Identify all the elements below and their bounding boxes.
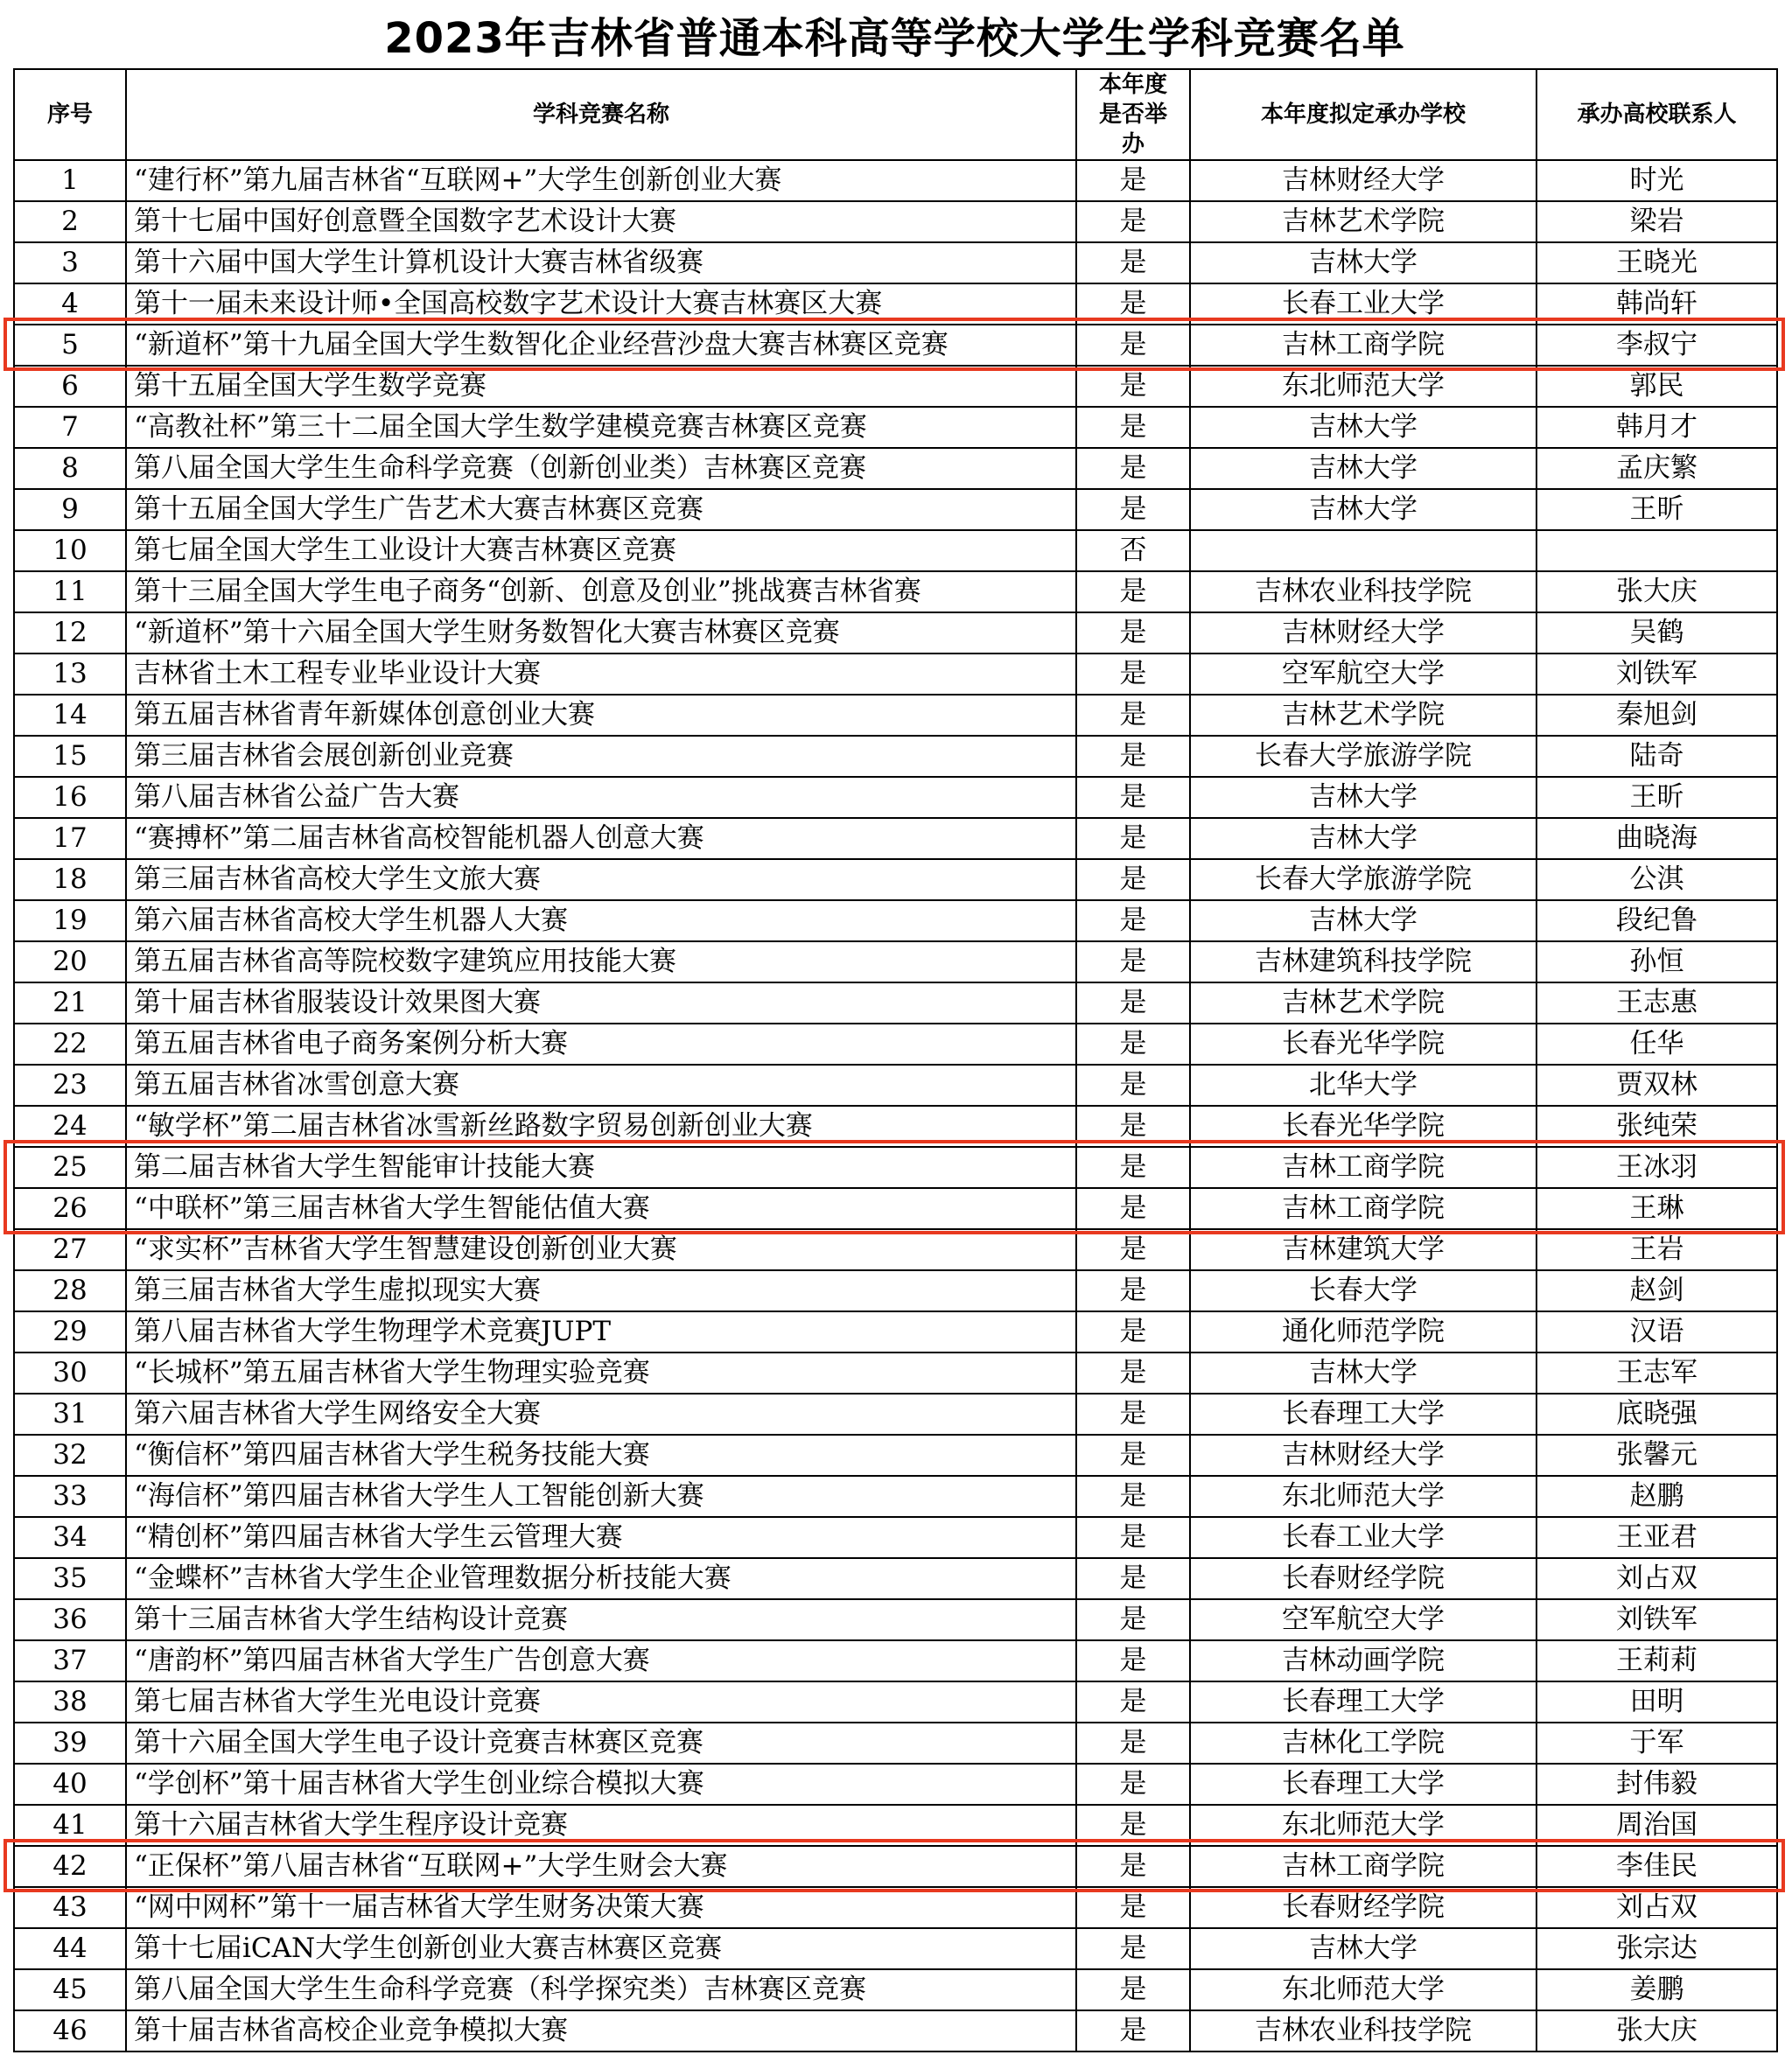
row-number: 34 xyxy=(14,1517,126,1558)
row-number: 9 xyxy=(14,489,126,530)
table-row xyxy=(14,1065,1777,1106)
row-number: 4 xyxy=(14,283,126,325)
contact-person: 张馨元 xyxy=(1536,1435,1777,1476)
contact-person: 陆奇 xyxy=(1536,736,1777,777)
held-status: 是 xyxy=(1076,1558,1190,1599)
held-status: 是 xyxy=(1076,1147,1190,1188)
held-status: 是 xyxy=(1076,1517,1190,1558)
competition-name: 第十五届全国大学生广告艺术大赛吉林赛区竞赛 xyxy=(126,489,1076,530)
row-number: 26 xyxy=(14,1188,126,1229)
held-status: 是 xyxy=(1076,1188,1190,1229)
host-school: 吉林艺术学院 xyxy=(1190,201,1536,242)
host-school: 吉林大学 xyxy=(1190,777,1536,818)
held-status: 是 xyxy=(1076,818,1190,859)
held-status: 是 xyxy=(1076,1353,1190,1394)
host-school: 吉林财经大学 xyxy=(1190,160,1536,201)
table-row xyxy=(14,1599,1777,1640)
row-number: 6 xyxy=(14,366,126,407)
competition-name: 第三届吉林省高校大学生文旅大赛 xyxy=(126,859,1076,900)
held-status: 是 xyxy=(1076,941,1190,982)
row-number: 22 xyxy=(14,1024,126,1065)
table-row xyxy=(14,1476,1777,1517)
row-number: 25 xyxy=(14,1147,126,1188)
held-status: 是 xyxy=(1076,982,1190,1024)
row-number: 42 xyxy=(14,1846,126,1887)
held-status: 是 xyxy=(1076,1024,1190,1065)
table-row xyxy=(14,654,1777,695)
header-contact: 承办高校联系人 xyxy=(1536,69,1777,160)
table-row xyxy=(14,1846,1777,1887)
table-row xyxy=(14,325,1777,366)
host-school: 吉林建筑大学 xyxy=(1190,1229,1536,1270)
held-status: 是 xyxy=(1076,1229,1190,1270)
row-number: 7 xyxy=(14,407,126,448)
host-school: 长春理工大学 xyxy=(1190,1764,1536,1805)
held-status: 是 xyxy=(1076,1065,1190,1106)
host-school: 吉林建筑科技学院 xyxy=(1190,941,1536,982)
competition-name: 第十六届吉林省大学生程序设计竞赛 xyxy=(126,1805,1076,1846)
held-status: 是 xyxy=(1076,325,1190,366)
contact-person: 梁岩 xyxy=(1536,201,1777,242)
competition-name: “中联杯”第三届吉林省大学生智能估值大赛 xyxy=(126,1188,1076,1229)
table-row xyxy=(14,818,1777,859)
competition-name: “新道杯”第十九届全国大学生数智化企业经营沙盘大赛吉林赛区竞赛 xyxy=(126,325,1076,366)
host-school: 吉林农业科技学院 xyxy=(1190,571,1536,612)
table-row xyxy=(14,1435,1777,1476)
contact-person: 张大庆 xyxy=(1536,2010,1777,2052)
table-row xyxy=(14,1764,1777,1805)
contact-person: 曲晓海 xyxy=(1536,818,1777,859)
row-number: 3 xyxy=(14,242,126,283)
contact-person: 王昕 xyxy=(1536,777,1777,818)
row-number: 28 xyxy=(14,1270,126,1311)
competition-name: 吉林省土木工程专业毕业设计大赛 xyxy=(126,654,1076,695)
competition-name: 第五届吉林省青年新媒体创意创业大赛 xyxy=(126,695,1076,736)
table-row xyxy=(14,201,1777,242)
contact-person: 周治国 xyxy=(1536,1805,1777,1846)
held-status: 是 xyxy=(1076,1599,1190,1640)
contact-person: 任华 xyxy=(1536,1024,1777,1065)
host-school: 通化师范学院 xyxy=(1190,1311,1536,1353)
host-school: 吉林大学 xyxy=(1190,448,1536,489)
contact-person: 封伟毅 xyxy=(1536,1764,1777,1805)
row-number: 15 xyxy=(14,736,126,777)
host-school: 长春光华学院 xyxy=(1190,1106,1536,1147)
row-number: 43 xyxy=(14,1887,126,1928)
row-number: 5 xyxy=(14,325,126,366)
table-row xyxy=(14,242,1777,283)
contact-person: 王昕 xyxy=(1536,489,1777,530)
table-row xyxy=(14,1311,1777,1353)
competition-name: 第八届吉林省公益广告大赛 xyxy=(126,777,1076,818)
competition-name: “正保杯”第八届吉林省“互联网+”大学生财会大赛 xyxy=(126,1846,1076,1887)
competition-name: 第三届吉林省会展创新创业竞赛 xyxy=(126,736,1076,777)
host-school: 东北师范大学 xyxy=(1190,1805,1536,1846)
competition-name: “海信杯”第四届吉林省大学生人工智能创新大赛 xyxy=(126,1476,1076,1517)
contact-person: 王晓光 xyxy=(1536,242,1777,283)
row-number: 35 xyxy=(14,1558,126,1599)
table-row xyxy=(14,612,1777,654)
competition-name: 第十六届全国大学生电子设计竞赛吉林赛区竞赛 xyxy=(126,1723,1076,1764)
table-row xyxy=(14,2010,1777,2052)
contact-person: 王琳 xyxy=(1536,1188,1777,1229)
held-status: 是 xyxy=(1076,1681,1190,1723)
competition-name: “唐韵杯”第四届吉林省大学生广告创意大赛 xyxy=(126,1640,1076,1681)
row-number: 44 xyxy=(14,1928,126,1969)
held-status: 是 xyxy=(1076,407,1190,448)
table-row xyxy=(14,283,1777,325)
host-school: 长春工业大学 xyxy=(1190,1517,1536,1558)
host-school: 长春理工大学 xyxy=(1190,1394,1536,1435)
competition-table xyxy=(13,68,1778,2052)
row-number: 8 xyxy=(14,448,126,489)
contact-person: 刘铁军 xyxy=(1536,1599,1777,1640)
competition-name: 第六届吉林省高校大学生机器人大赛 xyxy=(126,900,1076,941)
table-body xyxy=(14,160,1777,2052)
contact-person: 贾双林 xyxy=(1536,1065,1777,1106)
header-no: 序号 xyxy=(14,69,126,160)
contact-person: 秦旭剑 xyxy=(1536,695,1777,736)
host-school: 长春大学 xyxy=(1190,1270,1536,1311)
contact-person: 汉语 xyxy=(1536,1311,1777,1353)
contact-person: 段纪鲁 xyxy=(1536,900,1777,941)
competition-name: 第五届吉林省高等院校数字建筑应用技能大赛 xyxy=(126,941,1076,982)
held-status: 是 xyxy=(1076,201,1190,242)
row-number: 32 xyxy=(14,1435,126,1476)
held-status: 是 xyxy=(1076,1394,1190,1435)
held-status: 是 xyxy=(1076,283,1190,325)
table-row xyxy=(14,448,1777,489)
table-row xyxy=(14,900,1777,941)
host-school: 长春财经学院 xyxy=(1190,1558,1536,1599)
held-status: 是 xyxy=(1076,448,1190,489)
host-school: 东北师范大学 xyxy=(1190,1476,1536,1517)
table-row xyxy=(14,777,1777,818)
competition-name: 第十五届全国大学生数学竞赛 xyxy=(126,366,1076,407)
host-school: 北华大学 xyxy=(1190,1065,1536,1106)
contact-person: 韩月才 xyxy=(1536,407,1777,448)
row-number: 20 xyxy=(14,941,126,982)
held-status: 是 xyxy=(1076,571,1190,612)
host-school: 吉林艺术学院 xyxy=(1190,982,1536,1024)
competition-name: 第十三届全国大学生电子商务“创新、创意及创业”挑战赛吉林省赛 xyxy=(126,571,1076,612)
table-row xyxy=(14,1394,1777,1435)
host-school: 吉林大学 xyxy=(1190,1353,1536,1394)
contact-person: 吴鹤 xyxy=(1536,612,1777,654)
held-status: 是 xyxy=(1076,1764,1190,1805)
held-status: 是 xyxy=(1076,859,1190,900)
competition-name: 第十一届未来设计师•全国高校数字艺术设计大赛吉林赛区大赛 xyxy=(126,283,1076,325)
held-status: 是 xyxy=(1076,2010,1190,2052)
table-row xyxy=(14,1681,1777,1723)
contact-person: 王志惠 xyxy=(1536,982,1777,1024)
host-school: 吉林化工学院 xyxy=(1190,1723,1536,1764)
contact-person: 于军 xyxy=(1536,1723,1777,1764)
contact-person: 郭民 xyxy=(1536,366,1777,407)
contact-person: 底晓强 xyxy=(1536,1394,1777,1435)
held-status: 是 xyxy=(1076,1640,1190,1681)
held-status: 是 xyxy=(1076,1928,1190,1969)
contact-person: 王亚君 xyxy=(1536,1517,1777,1558)
host-school: 长春理工大学 xyxy=(1190,1681,1536,1723)
competition-name: 第十三届吉林省大学生结构设计竞赛 xyxy=(126,1599,1076,1640)
contact-person: 刘铁军 xyxy=(1536,654,1777,695)
held-status: 是 xyxy=(1076,489,1190,530)
held-status: 是 xyxy=(1076,1311,1190,1353)
row-number: 45 xyxy=(14,1969,126,2010)
table-row xyxy=(14,489,1777,530)
host-school: 吉林工商学院 xyxy=(1190,325,1536,366)
held-status: 是 xyxy=(1076,1106,1190,1147)
host-school xyxy=(1190,530,1536,571)
contact-person: 李叔宁 xyxy=(1536,325,1777,366)
table-row xyxy=(14,941,1777,982)
competition-name: “建行杯”第九届吉林省“互联网+”大学生创新创业大赛 xyxy=(126,160,1076,201)
row-number: 1 xyxy=(14,160,126,201)
table-row xyxy=(14,160,1777,201)
contact-person: 田明 xyxy=(1536,1681,1777,1723)
held-status: 是 xyxy=(1076,1723,1190,1764)
table-row xyxy=(14,571,1777,612)
row-number: 19 xyxy=(14,900,126,941)
page-title: 2023年吉林省普通本科高等学校大学生学科竞赛名单 xyxy=(384,14,1405,63)
table-row xyxy=(14,1969,1777,2010)
row-number: 37 xyxy=(14,1640,126,1681)
held-status: 是 xyxy=(1076,900,1190,941)
held-status: 是 xyxy=(1076,612,1190,654)
competition-name: 第十七届中国好创意暨全国数字艺术设计大赛 xyxy=(126,201,1076,242)
competition-name: 第七届吉林省大学生光电设计竞赛 xyxy=(126,1681,1076,1723)
contact-person: 王岩 xyxy=(1536,1229,1777,1270)
competition-name: “学创杯”第十届吉林省大学生创业综合模拟大赛 xyxy=(126,1764,1076,1805)
competition-name: 第五届吉林省电子商务案例分析大赛 xyxy=(126,1024,1076,1065)
competition-name: “金蝶杯”吉林省大学生企业管理数据分析技能大赛 xyxy=(126,1558,1076,1599)
host-school: 吉林大学 xyxy=(1190,818,1536,859)
row-number: 29 xyxy=(14,1311,126,1353)
row-number: 13 xyxy=(14,654,126,695)
header-held: 本年度是否举办 xyxy=(1076,69,1190,160)
host-school: 长春光华学院 xyxy=(1190,1024,1536,1065)
row-number: 41 xyxy=(14,1805,126,1846)
row-number: 27 xyxy=(14,1229,126,1270)
host-school: 吉林大学 xyxy=(1190,900,1536,941)
host-school: 空军航空大学 xyxy=(1190,1599,1536,1640)
held-status: 是 xyxy=(1076,242,1190,283)
host-school: 吉林动画学院 xyxy=(1190,1640,1536,1681)
held-status: 否 xyxy=(1076,530,1190,571)
table-row xyxy=(14,695,1777,736)
held-status: 是 xyxy=(1076,695,1190,736)
host-school: 长春大学旅游学院 xyxy=(1190,736,1536,777)
competition-name: “网中网杯”第十一届吉林省大学生财务决策大赛 xyxy=(126,1887,1076,1928)
held-status: 是 xyxy=(1076,777,1190,818)
row-number: 31 xyxy=(14,1394,126,1435)
competition-name: 第十七届iCAN大学生创新创业大赛吉林赛区竞赛 xyxy=(126,1928,1076,1969)
held-status: 是 xyxy=(1076,1270,1190,1311)
table-row xyxy=(14,1723,1777,1764)
competition-name: 第八届全国大学生生命科学竞赛（科学探究类）吉林赛区竞赛 xyxy=(126,1969,1076,2010)
table-header-row xyxy=(14,69,1777,160)
row-number: 10 xyxy=(14,530,126,571)
held-status: 是 xyxy=(1076,366,1190,407)
host-school: 吉林财经大学 xyxy=(1190,612,1536,654)
held-status: 是 xyxy=(1076,654,1190,695)
contact-person: 时光 xyxy=(1536,160,1777,201)
contact-person: 张大庆 xyxy=(1536,571,1777,612)
table-row xyxy=(14,530,1777,571)
table-row xyxy=(14,1640,1777,1681)
row-number: 17 xyxy=(14,818,126,859)
row-number: 18 xyxy=(14,859,126,900)
host-school: 吉林工商学院 xyxy=(1190,1188,1536,1229)
competition-name: 第八届全国大学生生命科学竞赛（创新创业类）吉林赛区竞赛 xyxy=(126,448,1076,489)
host-school: 长春财经学院 xyxy=(1190,1887,1536,1928)
contact-person: 姜鹏 xyxy=(1536,1969,1777,2010)
host-school: 空军航空大学 xyxy=(1190,654,1536,695)
held-status: 是 xyxy=(1076,1805,1190,1846)
row-number: 2 xyxy=(14,201,126,242)
table-row xyxy=(14,1805,1777,1846)
row-number: 39 xyxy=(14,1723,126,1764)
contact-person: 韩尚轩 xyxy=(1536,283,1777,325)
competition-name: “精创杯”第四届吉林省大学生云管理大赛 xyxy=(126,1517,1076,1558)
host-school: 吉林工商学院 xyxy=(1190,1846,1536,1887)
row-number: 36 xyxy=(14,1599,126,1640)
row-number: 16 xyxy=(14,777,126,818)
competition-name: “求实杯”吉林省大学生智慧建设创新创业大赛 xyxy=(126,1229,1076,1270)
host-school: 吉林大学 xyxy=(1190,242,1536,283)
host-school: 吉林大学 xyxy=(1190,489,1536,530)
row-number: 46 xyxy=(14,2010,126,2052)
competition-name: 第十届吉林省高校企业竞争模拟大赛 xyxy=(126,2010,1076,2052)
row-number: 12 xyxy=(14,612,126,654)
held-status: 是 xyxy=(1076,1435,1190,1476)
contact-person: 王冰羽 xyxy=(1536,1147,1777,1188)
contact-person: 王莉莉 xyxy=(1536,1640,1777,1681)
contact-person: 赵鹏 xyxy=(1536,1476,1777,1517)
host-school: 长春工业大学 xyxy=(1190,283,1536,325)
competition-name: 第三届吉林省大学生虚拟现实大赛 xyxy=(126,1270,1076,1311)
row-number: 33 xyxy=(14,1476,126,1517)
competition-name: 第五届吉林省冰雪创意大赛 xyxy=(126,1065,1076,1106)
held-status: 是 xyxy=(1076,1476,1190,1517)
row-number: 40 xyxy=(14,1764,126,1805)
table-row xyxy=(14,1928,1777,1969)
contact-person: 李佳民 xyxy=(1536,1846,1777,1887)
header-school: 本年度拟定承办学校 xyxy=(1190,69,1536,160)
competition-name: 第二届吉林省大学生智能审计技能大赛 xyxy=(126,1147,1076,1188)
table-row xyxy=(14,982,1777,1024)
host-school: 吉林大学 xyxy=(1190,1928,1536,1969)
contact-person: 孙恒 xyxy=(1536,941,1777,982)
contact-person: 张宗达 xyxy=(1536,1928,1777,1969)
row-number: 14 xyxy=(14,695,126,736)
host-school: 东北师范大学 xyxy=(1190,366,1536,407)
contact-person: 赵剑 xyxy=(1536,1270,1777,1311)
table-row xyxy=(14,1188,1777,1229)
table-row xyxy=(14,1558,1777,1599)
host-school: 吉林艺术学院 xyxy=(1190,695,1536,736)
table-row xyxy=(14,1270,1777,1311)
table-row xyxy=(14,736,1777,777)
table-row xyxy=(14,1517,1777,1558)
table-row xyxy=(14,1147,1777,1188)
competition-name: 第六届吉林省大学生网络安全大赛 xyxy=(126,1394,1076,1435)
competition-name: 第十届吉林省服装设计效果图大赛 xyxy=(126,982,1076,1024)
held-status: 是 xyxy=(1076,160,1190,201)
competition-name: “衡信杯”第四届吉林省大学生税务技能大赛 xyxy=(126,1435,1076,1476)
contact-person: 张纯荣 xyxy=(1536,1106,1777,1147)
host-school: 吉林工商学院 xyxy=(1190,1147,1536,1188)
competition-name: 第十六届中国大学生计算机设计大赛吉林省级赛 xyxy=(126,242,1076,283)
held-status: 是 xyxy=(1076,1969,1190,2010)
row-number: 38 xyxy=(14,1681,126,1723)
held-status: 是 xyxy=(1076,736,1190,777)
header-name: 学科竞赛名称 xyxy=(126,69,1076,160)
table-row xyxy=(14,859,1777,900)
competition-name: “赛搏杯”第二届吉林省高校智能机器人创意大赛 xyxy=(126,818,1076,859)
held-status: 是 xyxy=(1076,1887,1190,1928)
contact-person: 刘占双 xyxy=(1536,1887,1777,1928)
contact-person: 王志军 xyxy=(1536,1353,1777,1394)
table-row xyxy=(14,1229,1777,1270)
table-row xyxy=(14,1887,1777,1928)
table-row xyxy=(14,1024,1777,1065)
table-row xyxy=(14,1353,1777,1394)
competition-name: 第八届吉林省大学生物理学术竞赛JUPT xyxy=(126,1311,1076,1353)
row-number: 21 xyxy=(14,982,126,1024)
table-row xyxy=(14,366,1777,407)
host-school: 吉林财经大学 xyxy=(1190,1435,1536,1476)
row-number: 11 xyxy=(14,571,126,612)
row-number: 23 xyxy=(14,1065,126,1106)
row-number: 24 xyxy=(14,1106,126,1147)
host-school: 吉林大学 xyxy=(1190,407,1536,448)
table-row xyxy=(14,1106,1777,1147)
competition-name: “高教社杯”第三十二届全国大学生数学建模竞赛吉林赛区竞赛 xyxy=(126,407,1076,448)
contact-person: 刘占双 xyxy=(1536,1558,1777,1599)
row-number: 30 xyxy=(14,1353,126,1394)
held-status: 是 xyxy=(1076,1846,1190,1887)
host-school: 东北师范大学 xyxy=(1190,1969,1536,2010)
table-row xyxy=(14,407,1777,448)
contact-person: 公淇 xyxy=(1536,859,1777,900)
competition-name: “新道杯”第十六届全国大学生财务数智化大赛吉林赛区竞赛 xyxy=(126,612,1076,654)
contact-person: 孟庆繁 xyxy=(1536,448,1777,489)
host-school: 吉林农业科技学院 xyxy=(1190,2010,1536,2052)
competition-name: “敏学杯”第二届吉林省冰雪新丝路数字贸易创新创业大赛 xyxy=(126,1106,1076,1147)
contact-person xyxy=(1536,530,1777,571)
competition-name: 第七届全国大学生工业设计大赛吉林赛区竞赛 xyxy=(126,530,1076,571)
host-school: 长春大学旅游学院 xyxy=(1190,859,1536,900)
competition-name: “长城杯”第五届吉林省大学生物理实验竞赛 xyxy=(126,1353,1076,1394)
